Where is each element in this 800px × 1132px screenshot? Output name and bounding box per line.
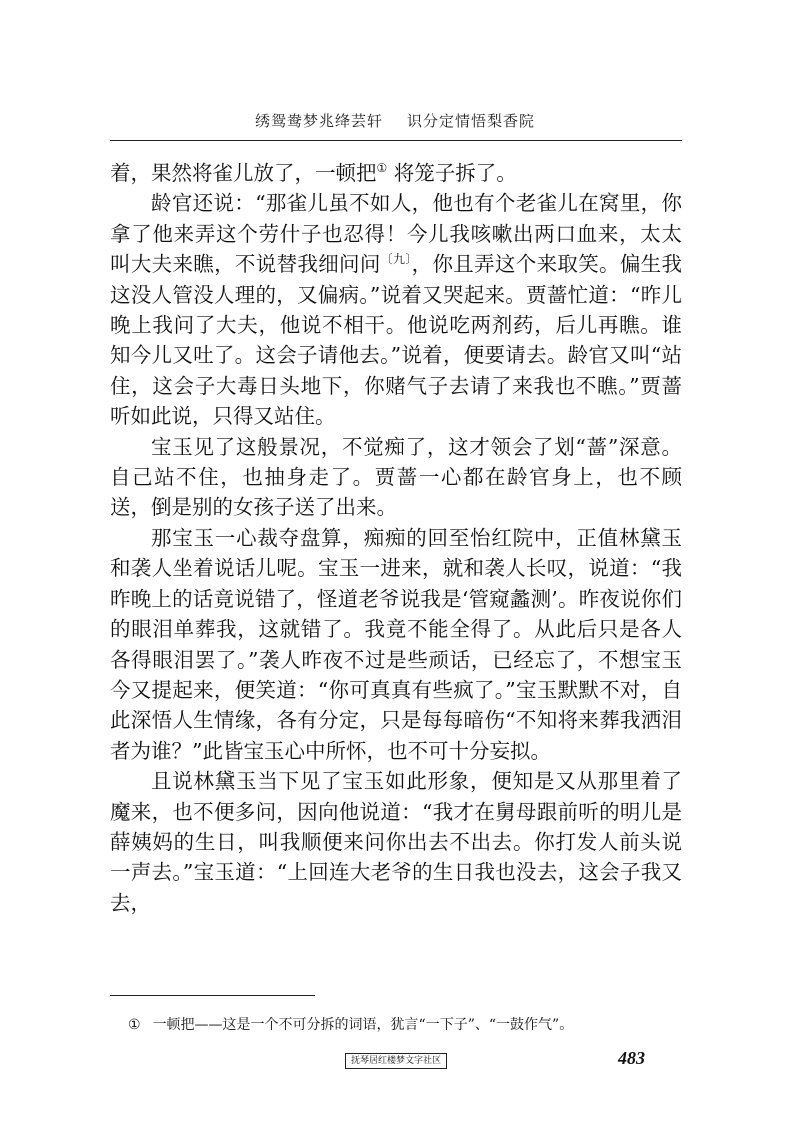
library-stamp: 抚琴居红楼梦文字社区 <box>345 1053 447 1069</box>
header-right-title: 识分定情悟梨香院 <box>407 112 536 130</box>
footnote <box>128 1015 688 1035</box>
paragraph-text: ，你且弄这个来取笑。偏生我这没人管没人理的，又偏病。”说着又哭起来。贾蔷忙道：“昨儿晚上我问了大夫，他说不相干。他说吃两剂药，后儿再瞧。谁知今儿又吐了。这会子请他去。”说着，便要请去。龄官又叫“站住，这会子大毒日头地下，你赌气子去请了来我也不瞧。”贾蔷听如此说，只得又站住。 <box>110 252 682 429</box>
footnote-rule <box>110 995 315 996</box>
header-rule <box>110 140 682 141</box>
paragraph-text: 且说林黛玉当下见了宝玉如此形象，便知是又从那里着了魔来，也不便多问，因向他说道：“我才在舅母跟前听的明儿是薛姨妈的生日，叫我顺便来问你出去不出去。你打发人前头说一声去。”宝玉道：“上回连大老爷的生日我也没去，这会子我又去， <box>110 769 682 915</box>
footnote-text: 一顿把——这是一个不可分拆的词语，犹言“一下子”、“一鼓作气”。 <box>152 1017 574 1033</box>
paragraph <box>110 766 682 918</box>
paragraph-text: 龄官还说：“那雀儿虽不如人，他也有个老雀儿在窝里，你拿了他来弄这个劳什子也忍得！今儿我咳嗽出两口血来，太太叫大夫来瞧，不说替我细问问 <box>110 191 682 277</box>
footnote-mark: ① <box>128 1017 141 1033</box>
body-text <box>110 158 682 918</box>
page-number: 483 <box>618 1048 645 1068</box>
note-ref: 〔九〕 <box>380 252 412 267</box>
paragraph <box>110 432 682 523</box>
footnote-ref: ① <box>376 161 388 176</box>
paragraph-text: 着，果然将雀儿放了，一顿把 <box>110 161 377 185</box>
paragraph <box>110 158 682 188</box>
paragraph-text: 那宝玉一心裁夺盘算，痴痴的回至怡红院中，正值林黛玉和袭人坐着说话儿呢。宝玉一进来，就和袭人长叹，说道：“我昨晚上的话竟说错了，怪道老爷说我是‘管窥蠡测’。昨夜说你们的眼泪单葬我，这就错了。我竟不能全得了。从此后只是各人各得眼泪罢了。”袭人昨夜不过是些顽话，已经忘了，不想宝玉今又提起来，便笑道：“你可真真有些疯了。”宝玉默默不对，自此深悟人生情缘，各有分定，只是每每暗伤“不知将来葬我洒泪者为谁？”此皆宝玉心中所怀，也不可十分妄拟。 <box>110 525 682 763</box>
paragraph <box>110 523 682 766</box>
paragraph-text: 将笼子拆了。 <box>387 161 517 185</box>
paragraph <box>110 188 682 431</box>
header-left-title: 绣鸳鸯梦兆绛芸轩 <box>254 112 383 130</box>
running-header <box>110 110 680 131</box>
paragraph-text: 宝玉见了这般景况，不觉痴了，这才领会了划“蔷”深意。自己站不住，也抽身走了。贾蔷一心都在龄官身上，也不顾送，倒是别的女孩子送了出来。 <box>110 434 682 520</box>
